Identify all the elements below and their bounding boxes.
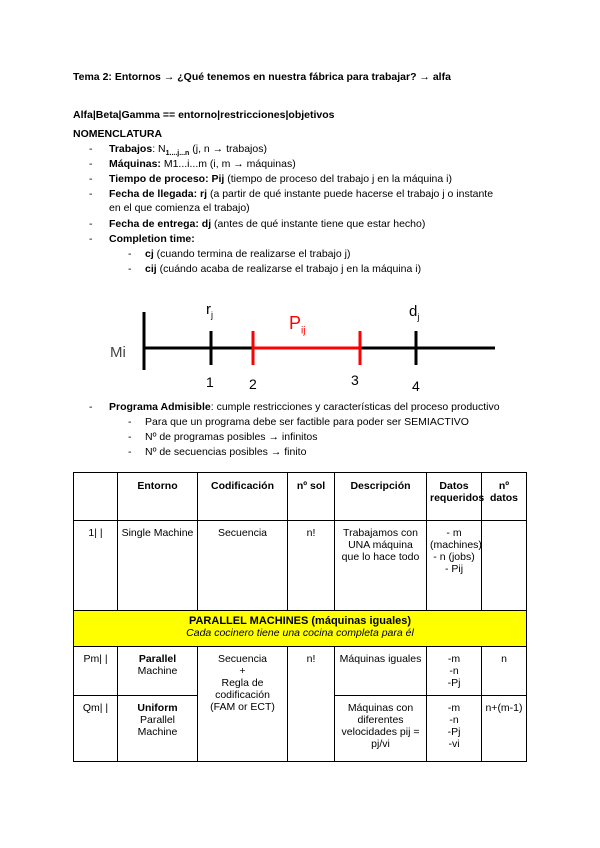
dash: - bbox=[128, 431, 132, 443]
parallel-section-row bbox=[74, 611, 527, 647]
d-label: $d_j$ bbox=[409, 303, 420, 322]
codificacion-line: (FAM or ECT) bbox=[210, 701, 275, 713]
dash: - bbox=[128, 416, 132, 428]
item-tiempo: Tiempo de proceso: Pij (tiempo de proceso del trabajo j en la máquina i) bbox=[109, 173, 452, 185]
parallel-section-header bbox=[74, 611, 527, 647]
parallel-title: PARALLEL MACHINES (máquinas iguales) bbox=[188, 615, 412, 627]
pm-nsol: n! bbox=[288, 647, 335, 762]
datos-item: -m bbox=[447, 702, 461, 714]
pm-datos bbox=[427, 647, 482, 696]
header-descripcion: Descripción bbox=[335, 473, 427, 521]
datos-item: - n (jobs) bbox=[433, 551, 475, 563]
pm-ndatos: n bbox=[482, 647, 527, 696]
item-trabajos: Trabajos: $N_{1....j...n}$ (j, n → trabajos) bbox=[109, 143, 267, 158]
row1-ndatos bbox=[482, 521, 527, 611]
item-completion: Completion time: bbox=[109, 233, 195, 245]
dash: - bbox=[89, 143, 93, 155]
pm-descripcion: Máquinas iguales bbox=[335, 647, 427, 696]
p-label: $P_{ij}$ bbox=[289, 313, 306, 337]
pm-entorno-bold: Parallel bbox=[138, 653, 177, 665]
dash: - bbox=[128, 263, 132, 275]
pm-entorno-rest: Machine bbox=[137, 665, 178, 677]
header-datos: Datos requeridos bbox=[427, 473, 482, 521]
qm-entorno-rest: Parallel Machine bbox=[137, 714, 178, 738]
datos-item: -m bbox=[447, 653, 461, 665]
qm-code: Qm| | bbox=[74, 696, 118, 762]
dash: - bbox=[128, 248, 132, 260]
datos-item: -n bbox=[449, 665, 459, 677]
program-item-3: Nº de secuencias posibles → finito bbox=[145, 446, 307, 458]
dash: - bbox=[89, 401, 93, 413]
row1-codificacion: Secuencia bbox=[198, 521, 288, 611]
machine-label: Mi bbox=[110, 344, 126, 361]
nomenclatura-heading: NOMENCLATURA bbox=[73, 128, 163, 140]
qm-descripcion: Máquinas con diferentes velocidades pij = pj/vi bbox=[335, 696, 427, 762]
pm-code: Pm| | bbox=[74, 647, 118, 696]
item-maquinas: Máquinas: M1...i...m (i, m → máquinas) bbox=[109, 158, 296, 170]
datos-item: -vi bbox=[448, 738, 460, 750]
row1-code: 1| | bbox=[74, 521, 118, 611]
tick-label-3: 3 bbox=[351, 372, 359, 388]
tick-label-4: 4 bbox=[412, 378, 420, 394]
item-llegada: Fecha de llegada: rj (a partir de qué instante puede hacerse el trabajo j o instante bbox=[109, 188, 494, 200]
table-header-row bbox=[74, 473, 527, 521]
datos-item: - m (machines) bbox=[430, 527, 482, 551]
item-entrega: Fecha de entrega: dj (antes de qué instante tiene que estar hecho) bbox=[109, 218, 426, 230]
dash: - bbox=[89, 188, 93, 200]
codificacion-line: + bbox=[239, 665, 246, 677]
dash: - bbox=[89, 158, 93, 170]
datos-item: -Pj bbox=[447, 677, 461, 689]
qm-datos bbox=[427, 696, 482, 762]
row1-descripcion: Trabajamos con UNA máquina que lo hace todo bbox=[335, 521, 427, 611]
qm-ndatos: n+(m-1) bbox=[482, 696, 527, 762]
pm-entorno bbox=[118, 647, 198, 696]
header-ndatos: nº datos bbox=[482, 473, 527, 521]
document-title: Tema 2: Entornos → ¿Qué tenemos en nuestra fábrica para trabajar? → alfa bbox=[73, 71, 451, 83]
dash: - bbox=[128, 446, 132, 458]
table-row bbox=[74, 647, 527, 696]
item-cij: cij (cuándo acaba de realizarse el trabajo j en la máquina i) bbox=[145, 263, 422, 275]
program-item-1: Para que un programa debe ser factible para poder ser SEMIACTIVO bbox=[145, 416, 469, 428]
r-label: $r_j$ bbox=[206, 301, 213, 320]
parallel-subtitle: Cada cocinero tiene una cocina completa para él bbox=[186, 627, 414, 639]
pm-codificacion bbox=[198, 647, 288, 762]
row1-datos bbox=[427, 521, 482, 611]
qm-entorno bbox=[118, 696, 198, 762]
dash: - bbox=[89, 218, 93, 230]
dash: - bbox=[89, 233, 93, 245]
qm-entorno-bold: Uniform bbox=[137, 702, 178, 714]
timeline-diagram bbox=[0, 290, 600, 400]
programa-admisible: Programa Admisible: cumple restricciones y características del proceso productivo bbox=[109, 401, 500, 413]
header-entorno: Entorno bbox=[118, 473, 198, 521]
dash: - bbox=[89, 173, 93, 185]
program-item-2: Nº de programas posibles → infinitos bbox=[145, 431, 318, 443]
item-cj: cj (cuando termina de realizarse el trabajo j) bbox=[145, 248, 351, 260]
tick-label-1: 1 bbox=[206, 374, 214, 390]
datos-item: - Pij bbox=[444, 563, 464, 575]
datos-item: -n bbox=[449, 714, 459, 726]
datos-item: -Pj bbox=[447, 726, 461, 738]
row1-entorno: Single Machine bbox=[118, 521, 198, 611]
item-llegada-cont: en el que comienza el trabajo) bbox=[109, 202, 250, 214]
table-row bbox=[74, 521, 527, 611]
codificacion-line: Regla de codificación bbox=[215, 677, 270, 701]
tick-label-2: 2 bbox=[249, 376, 257, 392]
environments-table bbox=[73, 472, 527, 762]
alfa-beta-gamma: Alfa|Beta|Gamma == entorno|restricciones|objetivos bbox=[73, 109, 335, 121]
header-cell bbox=[74, 473, 118, 521]
header-nsol: nº sol bbox=[288, 473, 335, 521]
header-codificacion: Codificación bbox=[198, 473, 288, 521]
row1-nsol: n! bbox=[288, 521, 335, 611]
codificacion-line: Secuencia bbox=[217, 653, 268, 665]
